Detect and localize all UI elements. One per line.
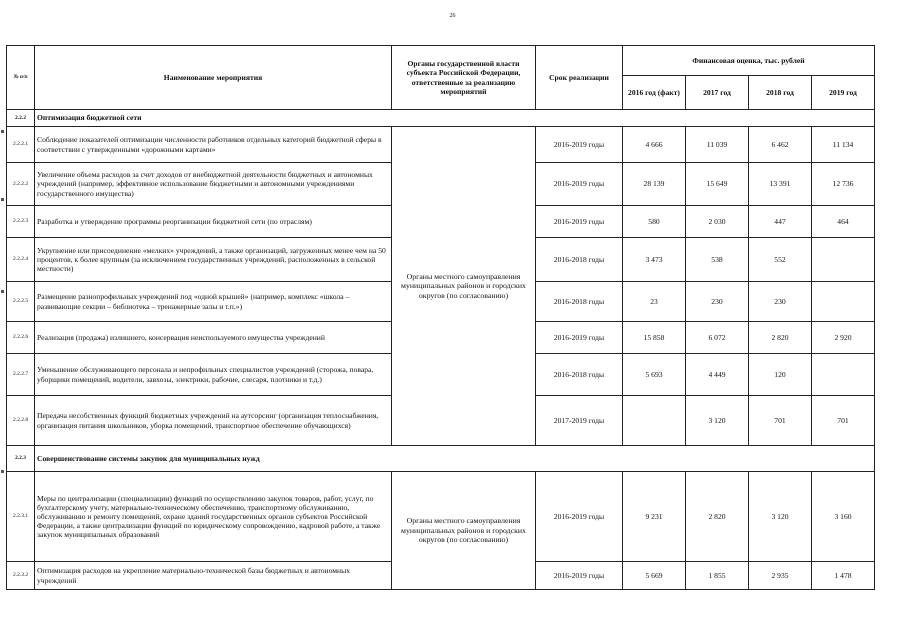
value-2016: 5 693 — [623, 354, 686, 396]
header-finance: Финансовая оценка, тыс. рублей — [623, 46, 875, 76]
header-organ: Органы государственной власти субъекта Российской Федерации, ответственные за реализацию мероприятий — [392, 46, 536, 110]
value-2018: 2 820 — [749, 322, 812, 354]
table-row — [7, 127, 875, 163]
row-num: 2.2.2.2 — [7, 163, 35, 206]
row-period: 2016-2018 годы — [536, 238, 623, 282]
section-title: Совершенствование системы закупок для муниципальных нужд — [35, 446, 875, 472]
row-period: 2016-2019 годы — [536, 322, 623, 354]
row-name: Размещение разнопрофильных учреждений под «одной крышей» (например, комплекс «школа – развивающие секции – библиотека – тренажерные залы и т.п.») — [35, 282, 392, 322]
value-2016: 15 858 — [623, 322, 686, 354]
row-num: 2.2.2.4 — [7, 238, 35, 282]
value-2017: 1 855 — [686, 562, 749, 590]
value-2017: 3 120 — [686, 396, 749, 446]
value-2018: 447 — [749, 206, 812, 238]
value-2019: 11 134 — [812, 127, 875, 163]
value-2019: 1 478 — [812, 562, 875, 590]
row-name: Оптимизация расходов на укрепление материально-технической базы бюджетных и автономных учреждений — [35, 562, 392, 590]
scan-mark — [1, 470, 4, 473]
value-2017: 11 039 — [686, 127, 749, 163]
value-2018: 13 391 — [749, 163, 812, 206]
row-name: Разработка и утверждение программы реорганизации бюджетной сети (по отраслям) — [35, 206, 392, 238]
row-period: 2016-2018 годы — [536, 282, 623, 322]
value-2017: 538 — [686, 238, 749, 282]
section-row — [7, 446, 875, 472]
header-period: Срок реализации — [536, 46, 623, 110]
value-2019 — [812, 354, 875, 396]
table-row — [7, 472, 875, 562]
row-period: 2016-2019 годы — [536, 472, 623, 562]
page-number: 26 — [449, 13, 456, 19]
row-period: 2017-2019 годы — [536, 396, 623, 446]
row-num: 2.2.2.8 — [7, 396, 35, 446]
scan-mark — [1, 198, 4, 201]
value-2016: 4 666 — [623, 127, 686, 163]
row-name: Реализация (продажа) излишнего, консервация неиспользуемого имущества учреждений — [35, 322, 392, 354]
value-2017: 4 449 — [686, 354, 749, 396]
value-2019 — [812, 238, 875, 282]
value-2016 — [623, 396, 686, 446]
value-2018: 3 120 — [749, 472, 812, 562]
value-2017: 230 — [686, 282, 749, 322]
section-num: 2.2.3 — [7, 446, 35, 472]
header-year-2019: 2019 год — [812, 76, 875, 110]
row-num: 2.2.2.7 — [7, 354, 35, 396]
value-2016: 23 — [623, 282, 686, 322]
row-num: 2.2.2.5 — [7, 282, 35, 322]
header-year-2016: 2016 год (факт) — [623, 76, 686, 110]
section-num: 2.2.2 — [7, 110, 35, 127]
value-2016: 9 231 — [623, 472, 686, 562]
value-2019: 2 920 — [812, 322, 875, 354]
row-organ: Органы местного самоуправления муниципальных районов и городских округов (по согласованию) — [392, 127, 536, 446]
row-period: 2016-2019 годы — [536, 206, 623, 238]
row-period: 2016-2019 годы — [536, 163, 623, 206]
row-period: 2016-2019 годы — [536, 127, 623, 163]
value-2016: 28 139 — [623, 163, 686, 206]
row-name: Увеличение объема расходов за счет доходов от внебюджетной деятельности бюджетных и автономных учреждений (например, эффективное использование бюджетными и автономными учреждениями государственного имущества) — [35, 163, 392, 206]
value-2018: 6 462 — [749, 127, 812, 163]
value-2017: 2 820 — [686, 472, 749, 562]
value-2016: 3 473 — [623, 238, 686, 282]
value-2019: 12 736 — [812, 163, 875, 206]
row-period: 2016-2019 годы — [536, 562, 623, 590]
row-name: Соблюдение показателей оптимизации численности работников отдельных категорий бюджетной сферы в соответствии с утвержденными «дорожными картами» — [35, 127, 392, 163]
value-2017: 15 649 — [686, 163, 749, 206]
row-name: Передача несобственных функций бюджетных учреждений на аутсорсинг (организация теплоснабжения, организация питания школьников, уборка помещений, транспортное обеспечение обучающихся) — [35, 396, 392, 446]
measures-table — [6, 45, 875, 590]
row-num: 2.2.2.3 — [7, 206, 35, 238]
value-2018: 701 — [749, 396, 812, 446]
section-row — [7, 110, 875, 127]
scan-mark — [1, 290, 4, 293]
header-year-2018: 2018 год — [749, 76, 812, 110]
value-2016: 580 — [623, 206, 686, 238]
header-year-2017: 2017 год — [686, 76, 749, 110]
value-2018: 120 — [749, 354, 812, 396]
row-name: Меры по централизации (специализации) функций по осуществлению закупок товаров, работ, услуг, по бухгалтерскому учету, материально-техническому обеспечению, транспортному обслуживанию, обслуживанию и ремонту помещений, охране зданий государственных органов субъектов Российской Федерации, а также централизации функций по юридическому сопровождению, кадровой работе, а также закупок муниципальных образований — [35, 472, 392, 562]
scan-mark — [1, 130, 4, 133]
row-name: Уменьшение обслуживающего персонала и непрофильных специалистов учреждений (сторожа, повара, уборщики помещений, водители, завхозы, электрики, рабочие, слесаря, плотники и т.д.) — [35, 354, 392, 396]
row-num: 2.2.2.6 — [7, 322, 35, 354]
value-2016: 5 669 — [623, 562, 686, 590]
value-2018: 230 — [749, 282, 812, 322]
row-num: 2.2.2.1 — [7, 127, 35, 163]
row-name: Укрупнение или присоединение «мелких» учреждений, а также организаций, загруженных менее чем на 50 процентов, к более крупным (за исключением государственных учреждений, расположенных в сельской местности) — [35, 238, 392, 282]
value-2019: 464 — [812, 206, 875, 238]
value-2019: 701 — [812, 396, 875, 446]
value-2018: 552 — [749, 238, 812, 282]
row-period: 2016-2018 годы — [536, 354, 623, 396]
value-2019 — [812, 282, 875, 322]
value-2019: 3 160 — [812, 472, 875, 562]
value-2017: 2 030 — [686, 206, 749, 238]
row-num: 2.2.3.1 — [7, 472, 35, 562]
value-2017: 6 072 — [686, 322, 749, 354]
header-name: Наименование мероприятия — [35, 46, 392, 110]
row-num: 2.2.3.2 — [7, 562, 35, 590]
value-2018: 2 935 — [749, 562, 812, 590]
row-organ: Органы местного самоуправления муниципальных районов и городских округов (по согласованию) — [392, 472, 536, 590]
section-title: Оптимизация бюджетной сети — [35, 110, 875, 127]
header-num: № п/п — [7, 46, 35, 110]
